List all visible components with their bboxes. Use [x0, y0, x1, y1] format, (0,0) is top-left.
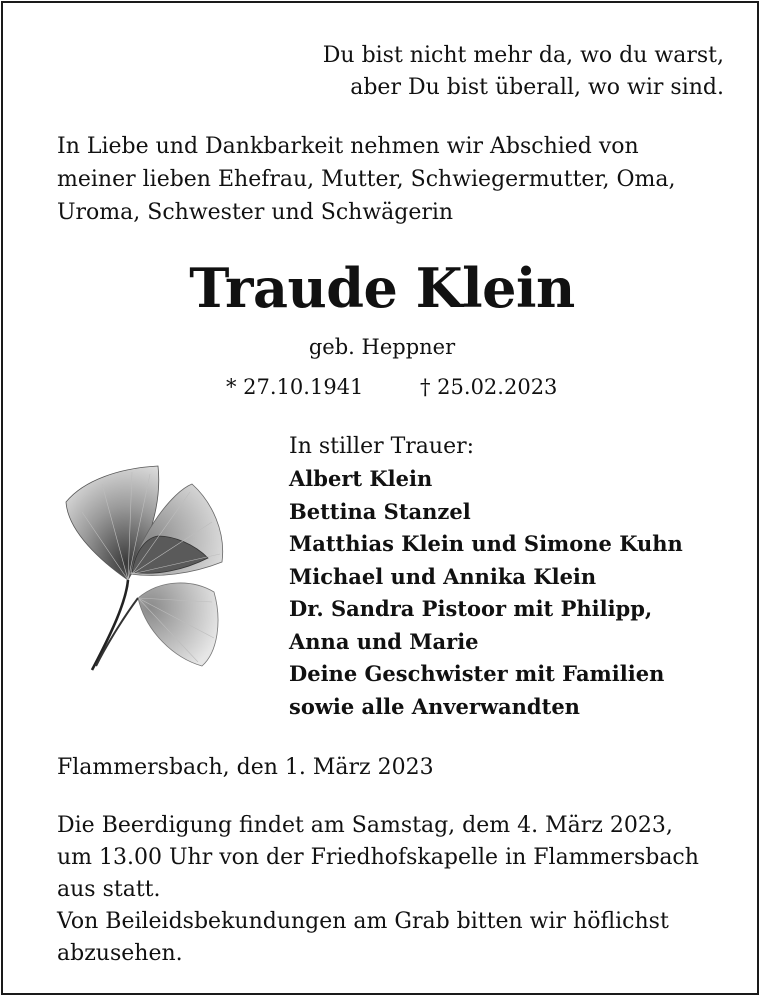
memorial-quote	[323, 40, 724, 104]
mourners-list	[289, 463, 683, 723]
list-item: Anna und Marie	[289, 628, 479, 654]
quote-line: aber Du bist überall, wo wir sind.	[350, 75, 724, 100]
intro-line: meiner lieben Ehefrau, Mutter, Schwiegermutter, Oma,	[57, 167, 676, 192]
list-item: Dr. Sandra Pistoor mit Philipp,	[289, 596, 653, 621]
death-date: † 25.02.2023	[420, 375, 558, 399]
funeral-line: Die Beerdigung findet am Samstag, dem 4. März 2023,	[57, 813, 673, 838]
intro-line: In Liebe und Dankbarkeit nehmen wir Abschied von	[57, 134, 639, 159]
deceased-name: Traude Klein	[189, 256, 575, 320]
funeral-line: abzusehen.	[57, 941, 183, 966]
list-item: Bettina Stanzel	[289, 498, 471, 524]
birth-date: * 27.10.1941	[226, 375, 364, 399]
list-item: Michael und Annika Klein	[289, 563, 597, 589]
place-date: Flammersbach, den 1. März 2023	[57, 755, 434, 780]
funeral-line: aus statt.	[57, 877, 161, 902]
list-item: Albert Klein	[289, 466, 433, 491]
list-item: sowie alle Anverwandten	[289, 693, 580, 719]
funeral-line: Von Beileidsbekundungen am Grab bitten wir höflichst	[57, 909, 669, 934]
list-item: Deine Geschwister mit Familien	[289, 661, 665, 686]
list-item: Matthias Klein und Simone Kuhn	[289, 531, 683, 556]
mourners-heading: In stiller Trauer:	[289, 434, 475, 459]
intro-line: Uroma, Schwester und Schwägerin	[57, 200, 454, 225]
quote-line: Du bist nicht mehr da, wo du warst,	[322, 43, 724, 68]
intro-text	[57, 130, 676, 229]
maiden-name: geb. Heppner	[308, 335, 456, 359]
ginkgo-leaf-icon	[62, 462, 230, 674]
funeral-line: um 13.00 Uhr von der Friedhofskapelle in Flammersbach	[57, 845, 699, 870]
funeral-info	[57, 810, 699, 970]
